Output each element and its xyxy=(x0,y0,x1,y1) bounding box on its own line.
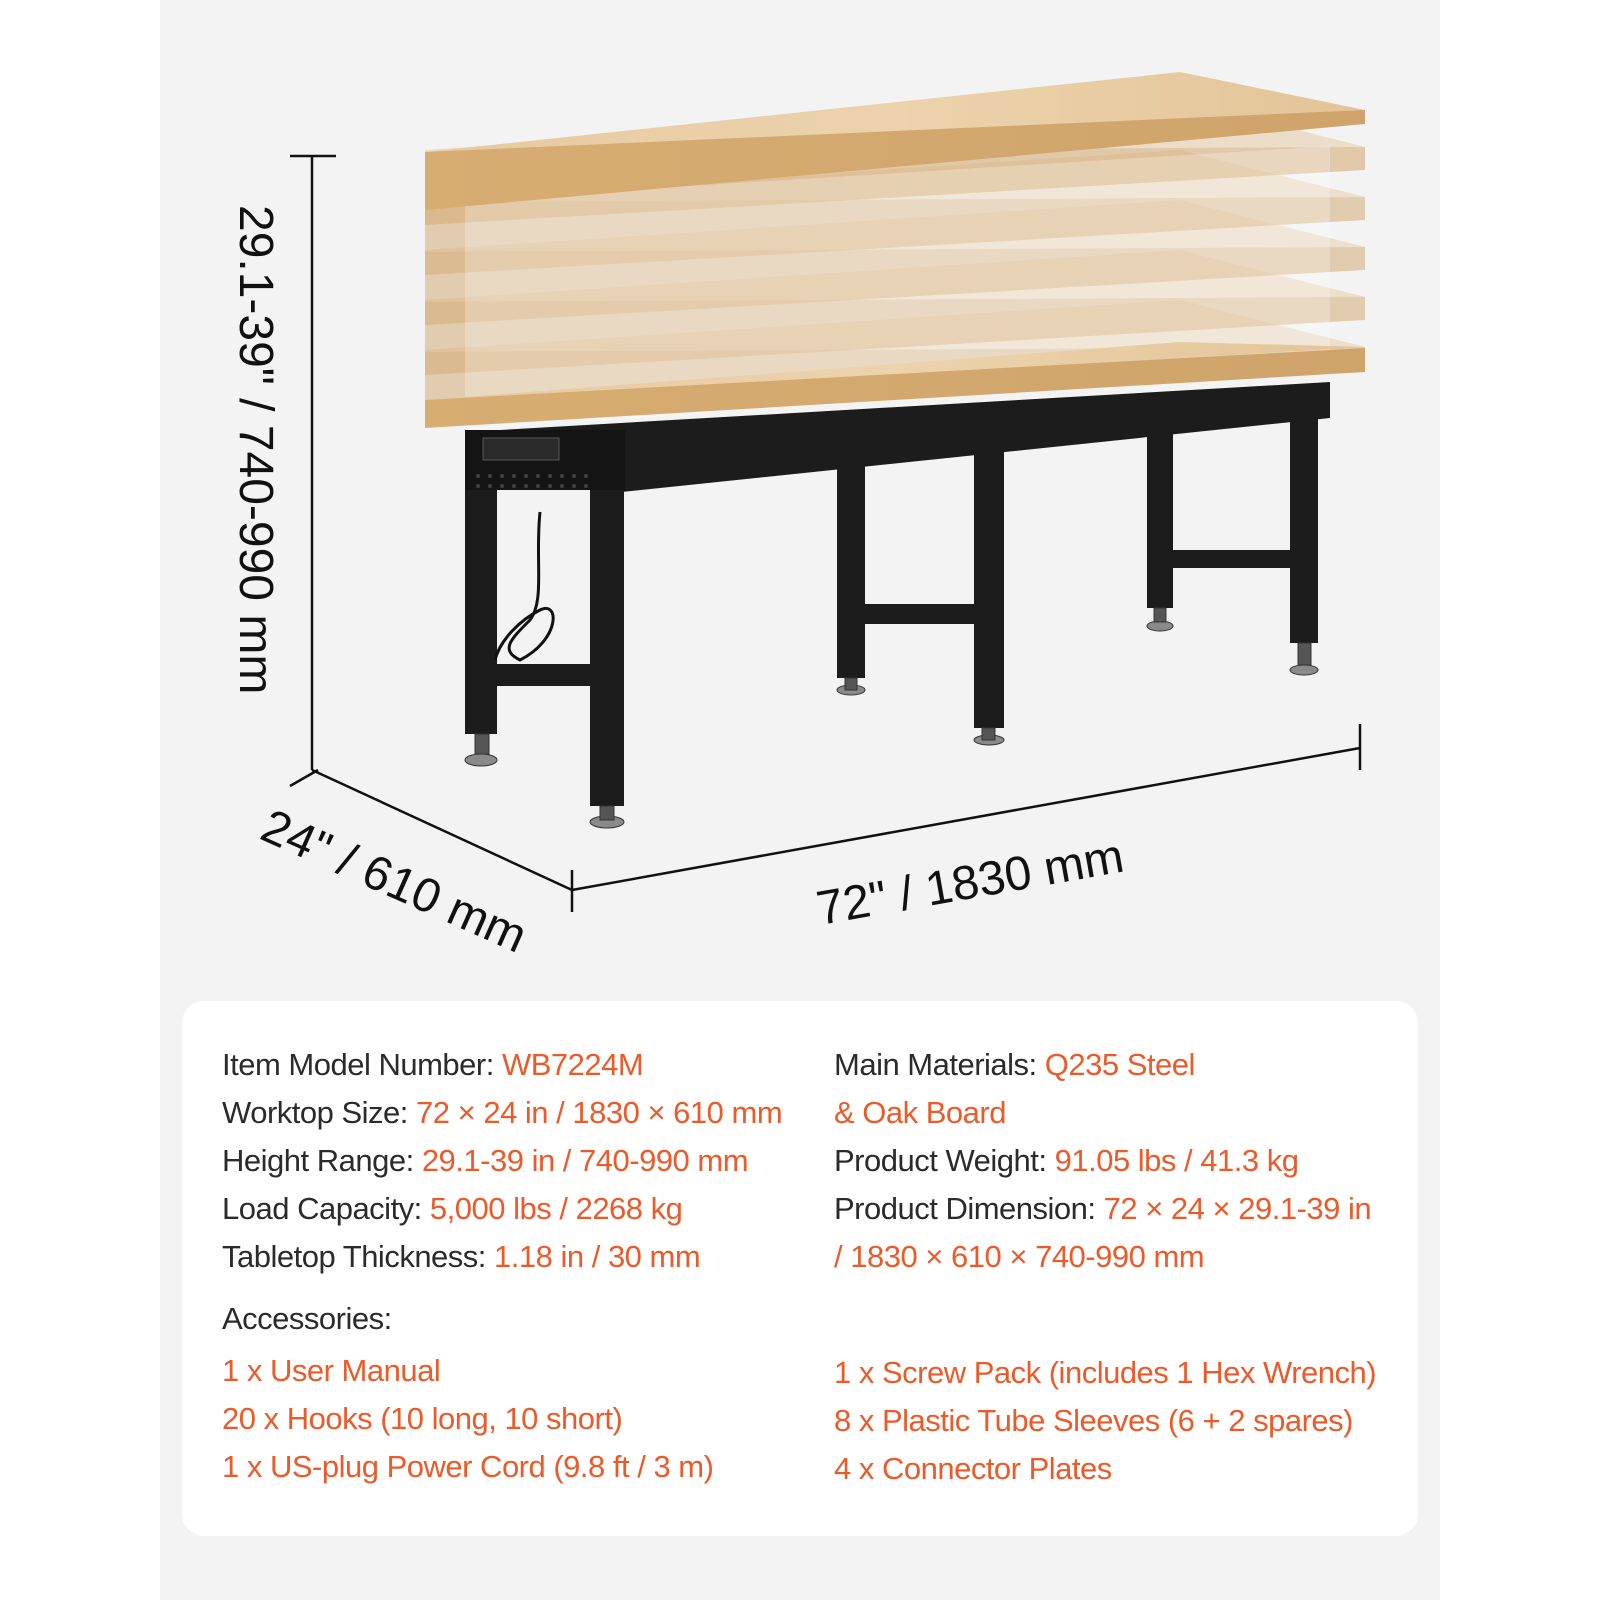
spec-worktop-size xyxy=(222,1089,822,1137)
spec-value: 29.1-39 in / 740-990 mm xyxy=(421,1143,749,1178)
spec-product-dimension-cont xyxy=(834,1233,1414,1281)
specs-left-column xyxy=(222,1041,822,1281)
spec-product-weight xyxy=(834,1137,1414,1185)
spec-value: 91.05 lbs / 41.3 kg xyxy=(1054,1143,1299,1178)
spec-value: 72 × 24 × 29.1-39 in xyxy=(1103,1191,1372,1226)
accessory-item: 4 x Connector Plates xyxy=(834,1451,1112,1486)
height-dimension-label: 29.1-39" / 740-990 mm xyxy=(229,205,282,695)
accessory-item: 1 x User Manual xyxy=(222,1353,441,1388)
spec-model-number xyxy=(222,1041,822,1089)
spec-label: Main Materials: xyxy=(834,1047,1045,1082)
spec-product-dimension xyxy=(834,1185,1414,1233)
spec-label: Worktop Size: xyxy=(222,1095,417,1130)
width-dimension-label: 72" / 1830 mm xyxy=(812,829,1128,936)
accessories-right-list xyxy=(834,1349,1376,1493)
accessories-title: Accessories: xyxy=(222,1301,392,1336)
specs-right-column xyxy=(834,1041,1414,1281)
spec-main-materials-cont xyxy=(834,1089,1414,1137)
spec-value: 72 × 24 in / 1830 × 610 mm xyxy=(416,1095,783,1130)
accessory-item: 20 x Hooks (10 long, 10 short) xyxy=(222,1401,623,1436)
specifications-card xyxy=(182,1001,1418,1536)
spec-label: Tabletop Thickness: xyxy=(222,1239,495,1274)
spec-label: Item Model Number: xyxy=(222,1047,502,1082)
spec-value: 1.18 in / 30 mm xyxy=(494,1239,701,1274)
accessory-item: 1 x US-plug Power Cord (9.8 ft / 3 m) xyxy=(222,1449,714,1484)
spec-label: Load Capacity: xyxy=(222,1191,430,1226)
spec-value: / 1830 × 610 × 740-990 mm xyxy=(834,1239,1205,1274)
spec-main-materials xyxy=(834,1041,1414,1089)
workbench-frame xyxy=(465,382,1330,806)
spec-load-capacity xyxy=(222,1185,822,1233)
spec-value: & Oak Board xyxy=(834,1095,1006,1130)
power-cord xyxy=(495,512,553,660)
spec-value: 5,000 lbs / 2268 kg xyxy=(429,1191,683,1226)
spec-height-range xyxy=(222,1137,822,1185)
accessories-left-list xyxy=(222,1347,713,1491)
spec-label: Height Range: xyxy=(222,1143,422,1178)
depth-dimension-label: 24" / 610 mm xyxy=(253,799,535,964)
spec-tabletop-thickness xyxy=(222,1233,822,1281)
spec-value: WB7224M xyxy=(501,1047,644,1082)
accessory-item: 1 x Screw Pack (includes 1 Hex Wrench) xyxy=(834,1355,1377,1390)
accessory-item: 8 x Plastic Tube Sleeves (6 + 2 spares) xyxy=(834,1403,1353,1438)
spec-value: Q235 Steel xyxy=(1044,1047,1195,1082)
spec-label: Product Dimension: xyxy=(834,1191,1104,1226)
spec-label: Product Weight: xyxy=(834,1143,1055,1178)
